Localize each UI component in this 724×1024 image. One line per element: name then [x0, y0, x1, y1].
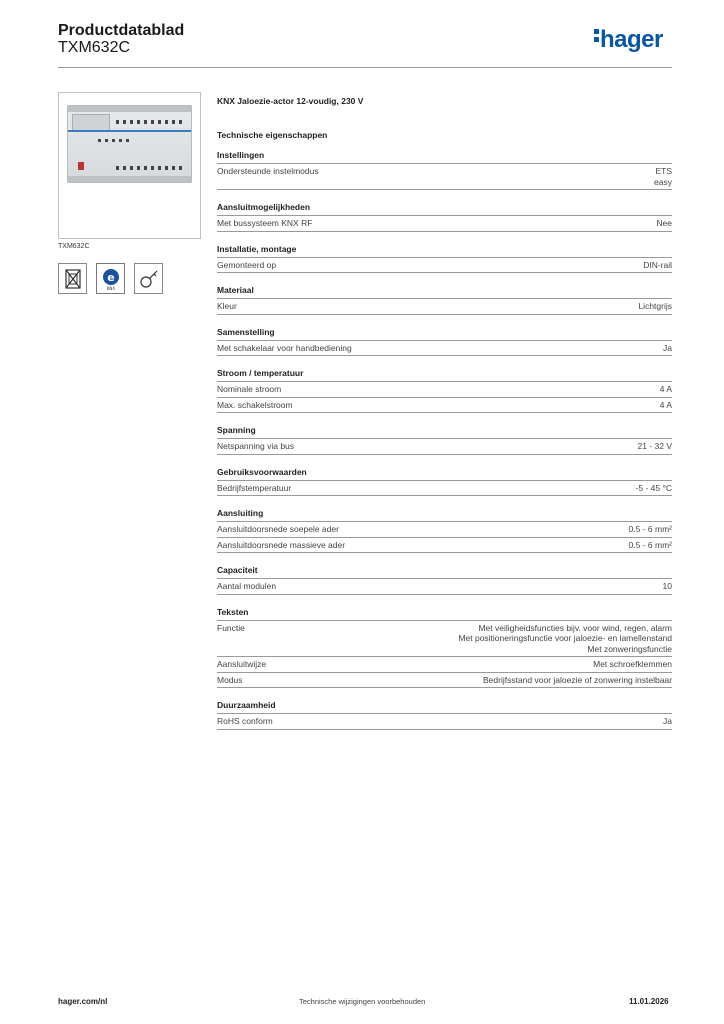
- spec-value-line: Ja: [663, 342, 672, 353]
- spec-row: [217, 216, 672, 232]
- knx-e-badge-letter: e: [106, 270, 115, 284]
- spec-label: Met bussysteem KNX RF: [217, 218, 313, 228]
- spec-value-line: Nee: [656, 218, 672, 228]
- spec-label: Kleur: [217, 301, 237, 311]
- spec-value: [663, 343, 672, 354]
- spec-label: Bedrijfstemperatuur: [217, 482, 292, 493]
- spec-section: [217, 327, 672, 357]
- section-title: Aansluiting: [217, 508, 672, 522]
- spec-section: [217, 607, 672, 689]
- spec-sections: [217, 150, 672, 730]
- spec-value-line: 4 A: [659, 399, 672, 410]
- spec-value: [654, 166, 672, 187]
- spec-section: [217, 150, 672, 190]
- spec-value: [629, 524, 672, 535]
- spec-value: [660, 384, 672, 395]
- spec-label: Max. schakelstroom: [217, 399, 293, 410]
- spec-row: [217, 341, 672, 357]
- spec-label: Gemonteerd op: [217, 259, 277, 270]
- spec-value-line: Met zonweringsfunctie: [587, 643, 672, 654]
- footer-disclaimer: Technische wijzigingen voorbehouden: [299, 997, 426, 1006]
- device-blue-strip: [68, 130, 191, 132]
- tech-properties-title: Technische eigenschappen: [217, 130, 328, 140]
- knx-e-badge-sub: KNX: [106, 285, 115, 291]
- no-bin-icon: [58, 263, 87, 294]
- spec-label: Aansluitwijze: [217, 659, 267, 669]
- section-title: Samenstelling: [217, 327, 672, 341]
- spec-row: [217, 714, 672, 730]
- spec-row: [217, 258, 672, 274]
- spec-label: Modus: [217, 674, 243, 685]
- spec-row: [217, 398, 672, 414]
- spec-row: [217, 621, 672, 658]
- spec-row: [217, 579, 672, 595]
- image-caption: TXM632C: [58, 243, 90, 250]
- spec-section: [217, 202, 672, 232]
- spec-label: Netspanning via bus: [217, 441, 295, 451]
- spec-value: [483, 675, 672, 686]
- spec-value: [638, 441, 673, 452]
- spec-value-line: Met positioneringsfunctie voor jaloezie- en lamellenstand: [458, 633, 672, 643]
- section-title: Teksten: [217, 607, 672, 621]
- hager-logo: [594, 26, 663, 54]
- page-title: Productdatablad: [58, 22, 185, 39]
- spec-row: [217, 439, 672, 455]
- spec-value-line: 4 A: [659, 384, 672, 394]
- section-title: Stroom / temperatuur: [217, 368, 672, 382]
- spec-label: Ondersteunde instelmodus: [217, 166, 319, 176]
- spec-value-line: Ja: [663, 716, 672, 726]
- device-top-terminals: [116, 120, 185, 124]
- spec-label: Aansluitdoorsnede massieve ader: [217, 539, 346, 550]
- spec-value-line: 0.5 - 6 mm²: [628, 524, 672, 534]
- spec-row: [217, 657, 672, 673]
- spec-section: [217, 244, 672, 274]
- device-red-indicator: [78, 162, 84, 170]
- spec-value-line: 21 - 32 V: [637, 441, 672, 451]
- spec-value-line: 0.5 - 6 mm²: [628, 539, 672, 550]
- spec-section: [217, 565, 672, 595]
- product-image: [58, 92, 201, 239]
- knx-e-badge-icon: [96, 263, 125, 294]
- spec-section: [217, 467, 672, 497]
- spec-value: [663, 581, 672, 592]
- spec-value: [458, 623, 672, 655]
- section-title: Spanning: [217, 425, 672, 439]
- spec-row: [217, 382, 672, 398]
- spec-row: [217, 164, 672, 190]
- spec-label: Aansluitdoorsnede soepele ader: [217, 524, 339, 534]
- spec-value: [660, 400, 672, 411]
- spec-value-line: Met veiligheidsfuncties bijv. voor wind, regen, alarm: [478, 622, 672, 633]
- key-lock-icon: [134, 263, 163, 294]
- spec-section: [217, 425, 672, 455]
- spec-value-line: DIN-rail: [643, 259, 672, 270]
- spec-label: Aantal modulen: [217, 581, 277, 591]
- product-name: KNX Jaloezie-actor 12-voudig, 230 V: [217, 96, 364, 106]
- footer-website: hager.com/nl: [58, 997, 108, 1006]
- spec-row: [217, 673, 672, 689]
- spec-content: [217, 96, 672, 742]
- spec-value-line: 10: [662, 581, 672, 591]
- spec-label: Nominale stroom: [217, 384, 282, 394]
- spec-row: [217, 299, 672, 315]
- device-bottom-terminals: [116, 166, 185, 170]
- header-divider: [58, 67, 672, 68]
- spec-section: [217, 700, 672, 730]
- spec-value-line: -5 - 45 °C: [635, 482, 672, 493]
- footer-date: 11.01.2026: [629, 997, 669, 1006]
- section-title: Materiaal: [217, 285, 672, 299]
- logo-colon-icon: [594, 26, 600, 45]
- spec-section: [217, 508, 672, 553]
- spec-value: [636, 483, 672, 494]
- knx-actuator-illustration: [67, 105, 192, 183]
- product-code: TXM632C: [58, 39, 131, 56]
- spec-value: [663, 716, 672, 727]
- spec-section: [217, 368, 672, 413]
- spec-value: [593, 659, 672, 670]
- section-title: Installatie, montage: [217, 244, 672, 258]
- spec-label: RoHS conform: [217, 716, 273, 726]
- spec-value-line: Met schroefklemmen: [593, 659, 672, 669]
- device-bottom-rail: [68, 176, 191, 182]
- section-title: Aansluitmogelijkheden: [217, 202, 672, 216]
- spec-row: [217, 481, 672, 497]
- spec-value-line: ETS: [655, 166, 672, 176]
- spec-row: [217, 522, 672, 538]
- section-title: Duurzaamheid: [217, 700, 672, 714]
- spec-value: [638, 301, 672, 312]
- section-title: Gebruiksvoorwaarden: [217, 467, 672, 481]
- spec-value-line: Lichtgrijs: [638, 301, 672, 311]
- spec-label: Met schakelaar voor handbediening: [217, 342, 352, 353]
- spec-section: [217, 285, 672, 315]
- logo-text: hager: [600, 26, 663, 53]
- spec-value: [629, 540, 672, 551]
- spec-label: Functie: [217, 622, 245, 633]
- spec-value-line: easy: [654, 176, 672, 187]
- device-top-rail: [68, 106, 191, 112]
- device-buttons: [98, 139, 131, 142]
- section-title: Instellingen: [217, 150, 672, 164]
- spec-row: [217, 538, 672, 554]
- spec-value: [643, 260, 672, 271]
- spec-value-line: Bedrijfsstand voor jaloezie of zonwering instelbaar: [483, 674, 672, 685]
- section-title: Capaciteit: [217, 565, 672, 579]
- spec-value: [656, 218, 672, 229]
